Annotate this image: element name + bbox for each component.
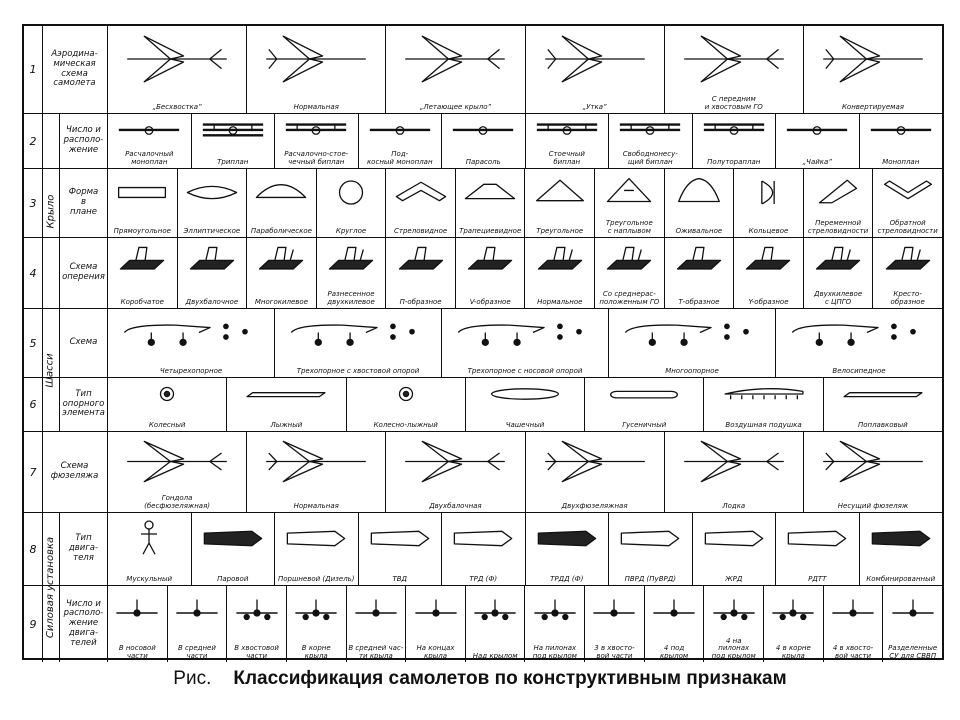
aircraft-sketch-icon [446,117,521,144]
aircraft-sketch-icon [599,172,661,213]
cell-caption: Парасоль [465,157,501,166]
cell-caption: Колесно-лыжный [373,420,438,429]
aircraft-sketch-icon [529,435,660,488]
aircraft-sketch-icon [320,172,382,213]
table-row [24,432,942,513]
cell-caption: 4 в хвосто- вой части [832,644,874,660]
classification-cell [359,513,443,585]
classification-table [22,24,944,660]
aircraft-sketch-icon [251,172,313,213]
table-row [24,309,942,378]
aircraft-sketch-icon [529,516,604,561]
aircraft-sketch-icon [887,589,939,637]
classification-cell [386,169,456,237]
aircraft-sketch-icon [738,172,800,213]
classification-cell [609,114,693,168]
classification-cell [386,238,456,308]
group-label-text: Шасси [45,353,57,388]
classification-cell [704,378,823,431]
aircraft-sketch-icon [390,172,452,213]
classification-cell [108,169,178,237]
classification-cell [442,309,609,377]
classification-cell [406,586,466,662]
row-number: 9 [24,586,43,662]
row-label: Число и располо- жение двига- телей [60,586,108,662]
row-number: 7 [24,432,43,512]
cell-caption: ПВРД (ПуВРД) [624,574,676,583]
aircraft-sketch-icon [827,589,879,637]
aircraft-sketch-icon [807,29,938,89]
cell-caption: Кольцевое [748,226,789,235]
table-row [24,378,942,432]
row-number: 2 [24,114,43,168]
aircraft-sketch-icon [112,516,187,561]
cell-caption: „Утка” [582,102,607,111]
classification-cell [525,586,585,662]
cell-caption: Прямоугольное [113,226,171,235]
aircraft-sketch-icon [112,117,187,144]
classification-cell [645,586,705,662]
table-row [24,26,942,114]
classification-cell [665,26,804,113]
aircraft-sketch-icon [231,381,342,407]
aircraft-sketch-icon [589,589,641,637]
cell-caption: Переменной стреловидности [807,219,869,235]
aircraft-sketch-icon [390,241,452,284]
classification-cell [247,169,317,237]
cell-caption: Поплавковый [857,420,908,429]
cell-caption: Нормальная [293,102,339,111]
classification-cell [108,513,192,585]
cell-caption: Мускульный [126,574,173,583]
classification-cell [804,169,874,237]
classification-cell [734,169,804,237]
classification-cell [317,169,387,237]
aircraft-sketch-icon [863,516,938,561]
aircraft-sketch-icon [251,435,382,488]
classification-cell [317,238,387,308]
classification-cell [347,586,407,662]
aircraft-sketch-icon [780,516,855,561]
aircraft-sketch-icon [279,117,354,144]
aircraft-sketch-icon [181,172,243,213]
group-label [42,309,60,432]
classification-cell [456,169,526,237]
row-label: Схема [60,309,108,377]
aircraft-sketch-icon [459,172,521,213]
classification-cell [227,378,346,431]
aircraft-sketch-icon [696,117,771,144]
classification-cell [275,114,359,168]
classification-cell [609,513,693,585]
cell-caption: „Чайка” [802,157,832,166]
cell-caption: Моноплан [882,157,920,166]
cell-caption: Стоечный биплан [548,150,585,166]
cell-caption: Треугольное с наплывом [605,219,653,235]
classification-cell [108,309,275,377]
aircraft-sketch-icon [112,29,243,89]
classification-cell [247,432,386,512]
classification-cell [526,432,665,512]
row-number: 1 [24,26,43,113]
classification-cell [883,586,942,662]
classification-cell [873,238,942,308]
aircraft-sketch-icon [251,241,313,284]
cell-caption: Полутораплан [707,157,761,166]
cell-caption: Коробчатое [120,297,164,306]
classification-cell [386,26,525,113]
classification-cell [456,238,526,308]
row-label: Аэродина- мическая схема самолета [42,26,108,113]
aircraft-sketch-icon [320,241,382,284]
classification-cell [108,26,247,113]
aircraft-sketch-icon [469,381,580,407]
aircraft-sketch-icon [112,172,174,213]
classification-cell [860,513,943,585]
cell-caption: Многокилевое [254,297,309,306]
cell-caption: Эллиптическое [183,226,241,235]
aircraft-sketch-icon [112,312,271,353]
cell-caption: Чашечный [505,420,545,429]
aircraft-sketch-icon [410,589,462,637]
cell-caption: ТРДД (Ф) [550,574,584,583]
classification-cell [108,586,168,662]
aircraft-sketch-icon [195,117,270,144]
cell-caption: Трехопорное с хвостовой опорой [296,366,420,375]
aircraft-sketch-icon [529,172,591,213]
aircraft-sketch-icon [668,172,730,213]
cell-caption: Колесный [148,420,186,429]
table-row [24,586,942,662]
aircraft-sketch-icon [668,241,730,284]
aircraft-sketch-icon [589,381,700,407]
aircraft-sketch-icon [877,241,939,284]
row-number: 8 [24,513,43,585]
table-row [24,238,942,309]
classification-cell [595,169,665,237]
cell-caption: Триплан [217,157,249,166]
classification-cell [108,432,247,512]
cell-caption: Т-образное [678,297,720,306]
classification-cell [665,432,804,512]
cell-caption: „Летающее крыло” [419,102,492,111]
cell-caption: Двухбалочная [429,501,482,510]
row-label: Схема оперения [60,238,108,308]
cell-caption: Трапециевидное [459,226,522,235]
aircraft-sketch-icon [231,589,283,637]
classification-cell [526,513,610,585]
classification-cell [665,169,735,237]
aircraft-sketch-icon [807,172,869,213]
aircraft-sketch-icon [362,516,437,561]
group-label [42,513,60,662]
cell-caption: На пилонах под крылом [532,644,577,660]
aircraft-sketch-icon [350,381,461,407]
classification-cell [442,513,526,585]
cell-caption: Кресто- образное [890,290,925,306]
cell-caption: Велосипедное [832,366,886,375]
aircraft-sketch-icon [279,312,438,353]
cell-caption: Четырехопорное [159,366,223,375]
aircraft-sketch-icon [446,312,605,353]
cell-caption: Лыжный [270,420,303,429]
figure-caption [0,668,960,690]
cell-caption: Нормальная [293,501,339,510]
cell-caption: Лодка [722,501,746,510]
row-label: Схема фюзеляжа [42,432,108,512]
classification-cell [275,309,442,377]
cell-caption: Свободнонесу- щий биплан [622,150,678,166]
classification-cell [704,586,764,662]
cell-caption: В средней час- ти крыла [348,644,404,660]
classification-cell [178,169,248,237]
classification-cell [108,378,227,431]
classification-cell [860,114,943,168]
aircraft-sketch-icon [768,589,820,637]
cell-caption: Расчалочно-стое- чечный биплан [284,150,349,166]
classification-cell [442,114,526,168]
aircraft-sketch-icon [195,516,270,561]
cell-caption: Двухфюзеляжная [561,501,628,510]
cell-caption: Над крылом [472,651,518,660]
classification-cell [525,169,595,237]
cell-caption: На концах крыла [416,644,455,660]
cell-caption: В хвостовой части [234,644,279,660]
caption-title: Классификация самолетов по конструктивным признакам [233,668,787,689]
aircraft-sketch-icon [279,516,354,561]
cell-caption: Гондола (бесфюзеляжная) [144,494,211,510]
aircraft-sketch-icon [668,29,799,89]
aircraft-sketch-icon [251,29,382,89]
classification-cell [776,114,860,168]
aircraft-sketch-icon [362,117,437,144]
cell-caption: Под- косный моноплан [366,150,433,166]
aircraft-sketch-icon [599,241,661,284]
row-number: 3 [24,169,43,237]
aircraft-sketch-icon [863,117,938,144]
classification-cell [693,114,777,168]
classification-cell [347,378,466,431]
aircraft-sketch-icon [112,435,243,488]
aircraft-sketch-icon [390,435,521,488]
cell-caption: ТВД [392,574,408,583]
classification-cell [764,586,824,662]
row-label: Число и располо- жение [60,114,108,168]
classification-cell [776,513,860,585]
table-row [24,513,942,586]
classification-cell [287,586,347,662]
aircraft-sketch-icon [446,516,521,561]
cell-caption: Круглое [335,226,367,235]
classification-cell [734,238,804,308]
cell-caption: Нормальное [537,297,583,306]
classification-cell [192,513,276,585]
group-label-text: Крыло [45,194,57,229]
row-label: Тип опорного элемента [60,378,108,431]
aircraft-sketch-icon [780,312,939,353]
cell-caption: Оживальное [675,226,723,235]
cell-caption: Поршневой (Дизель) [277,574,355,583]
aircraft-sketch-icon [112,589,164,637]
classification-cell [275,513,359,585]
classification-cell [595,238,665,308]
cell-caption: Комбинированный [866,574,936,583]
cell-caption: Несущий фюзеляж [837,501,909,510]
aircraft-sketch-icon [708,589,760,637]
classification-cell [526,26,665,113]
cell-caption: 3 в хвосто- вой части [594,644,635,660]
aircraft-sketch-icon [390,29,521,89]
cell-caption: „Бесхвостка” [152,102,202,111]
classification-cell [585,586,645,662]
table-row [24,114,942,169]
aircraft-sketch-icon [877,172,939,213]
aircraft-sketch-icon [112,241,174,284]
aircraft-sketch-icon [807,435,938,488]
classification-cell [386,432,525,512]
row-number: 5 [24,309,43,377]
cell-caption: 4 в корне крыла [775,644,811,660]
cell-caption: Многоопорное [665,366,719,375]
aircraft-sketch-icon [780,117,855,144]
aircraft-sketch-icon [807,241,869,284]
cell-caption: 4 под крылом [659,644,689,660]
aircraft-sketch-icon [738,241,800,284]
cell-caption: ЖРД [725,574,743,583]
cell-caption: Паровой [217,574,249,583]
cell-caption: Трехопорное с носовой опорой [467,366,583,375]
aircraft-sketch-icon [469,589,521,637]
aircraft-sketch-icon [613,117,688,144]
aircraft-sketch-icon [708,381,819,407]
classification-cell [804,432,942,512]
aircraft-sketch-icon [290,589,342,637]
cell-caption: Разнесенное двухкилевое [327,290,375,306]
classification-cell [108,238,178,308]
cell-caption: Разделенные СУ для СВВП [888,644,938,660]
classification-cell [585,378,704,431]
cell-caption: П-образное [399,297,442,306]
aircraft-sketch-icon [350,589,402,637]
classification-cell [525,238,595,308]
cell-caption: 4 на пилонах под крылом [711,636,756,660]
cell-caption: В средней части [178,644,216,660]
row-number: 4 [24,238,43,308]
classification-cell [227,586,287,662]
cell-caption: Конвертируемая [841,102,904,111]
classification-cell [665,238,735,308]
group-label-text: Силовая установка [45,536,57,639]
row-label: Тип двига- теля [60,513,108,585]
cell-caption: Гусеничный [622,420,667,429]
classification-cell [192,114,276,168]
cell-caption: Двухбалочное [185,297,239,306]
aircraft-sketch-icon [529,241,591,284]
row-number: 6 [24,378,43,431]
cell-caption: Треугольное [536,226,584,235]
classification-cell [178,238,248,308]
classification-cell [247,238,317,308]
cell-caption: Воздушная подушка [725,420,802,429]
aircraft-sketch-icon [529,29,660,89]
caption-prefix: Рис. [173,668,212,689]
row-label: Форма в плане [60,169,108,237]
aircraft-sketch-icon [613,312,772,353]
cell-caption: Двухкилевое с ЦПГО [813,290,863,306]
classification-cell [804,26,942,113]
aircraft-sketch-icon [171,589,223,637]
aircraft-sketch-icon [181,241,243,284]
aircraft-sketch-icon [648,589,700,637]
cell-caption: Стреловидное [394,226,448,235]
aircraft-sketch-icon [459,241,521,284]
aircraft-sketch-icon [613,516,688,561]
cell-caption: РДТТ [808,574,827,583]
cell-caption: В носовой части [118,644,156,660]
cell-caption: Обратной стреловидности [877,219,938,235]
cell-caption: Y-образное [748,297,789,306]
classification-cell [466,378,585,431]
classification-cell [359,114,443,168]
classification-cell [804,238,874,308]
classification-cell [247,26,386,113]
aircraft-sketch-icon [827,381,938,407]
classification-cell [609,309,776,377]
table-row [24,169,942,238]
classification-cell [168,586,228,662]
aircraft-sketch-icon [529,589,581,637]
cell-caption: V-образное [469,297,511,306]
cell-caption: ТРД (Ф) [469,574,498,583]
classification-cell [776,309,942,377]
classification-cell [108,114,192,168]
classification-cell [466,586,526,662]
cell-caption: Расчалочный моноплан [125,150,174,166]
aircraft-sketch-icon [112,381,223,407]
classification-cell [693,513,777,585]
aircraft-sketch-icon [696,516,771,561]
classification-cell [873,169,942,237]
group-label [42,114,60,309]
aircraft-sketch-icon [529,117,604,144]
cell-caption: Параболическое [250,226,312,235]
classification-cell [824,586,884,662]
classification-cell [824,378,942,431]
aircraft-sketch-icon [668,435,799,488]
cell-caption: С передним и хвостовым ГО [704,95,763,111]
classification-cell [526,114,610,168]
cell-caption: В корне крыла [301,644,331,660]
cell-caption: Со среднерас- положенным ГО [599,290,660,306]
